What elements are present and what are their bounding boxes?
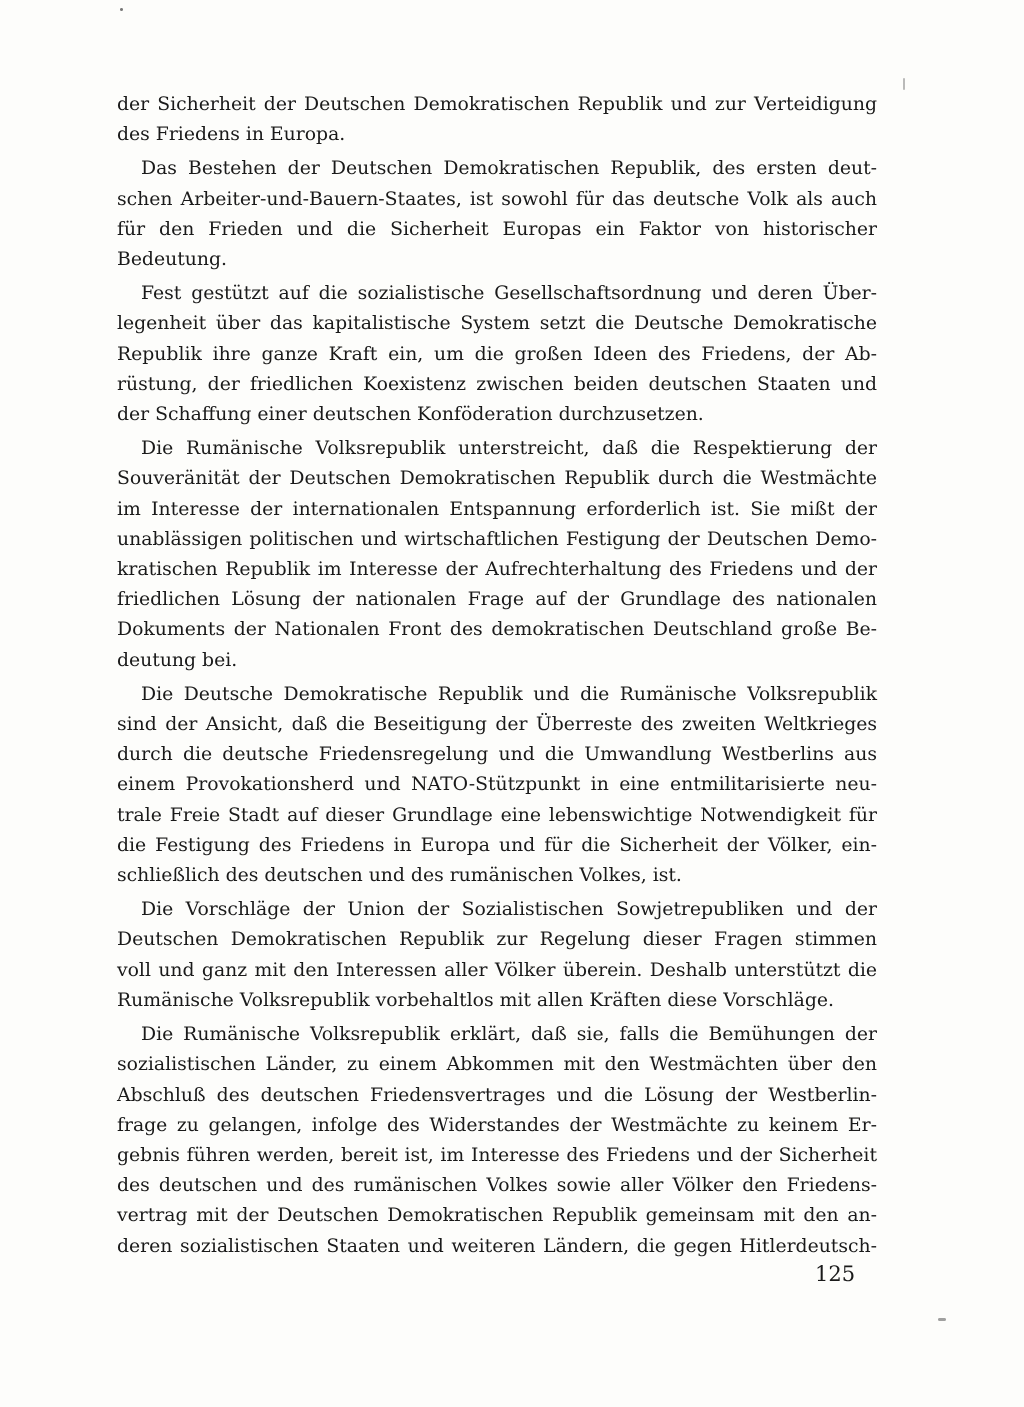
paragraph bbox=[117, 434, 877, 676]
text-line: unablässigen politischen und wirtschaftlichen Festigung der Deutschen Demo- bbox=[117, 528, 877, 550]
text-line: rüstung, der friedlichen Koexistenz zwischen beiden deutschen Staaten und bbox=[117, 373, 877, 395]
text-line: die Festigung des Friedens in Europa und für die Sicherheit der Völker, ein- bbox=[117, 834, 877, 856]
paragraph bbox=[117, 895, 877, 1016]
text-line: für den Frieden und die Sicherheit Europas ein Faktor von historischer bbox=[117, 218, 877, 240]
text-line: trale Freie Stadt auf dieser Grundlage eine lebenswichtige Notwendigkeit für bbox=[117, 804, 877, 826]
text-line: Die Deutsche Demokratische Republik und die Rumänische Volksrepublik bbox=[141, 683, 877, 705]
page-number: 125 bbox=[815, 1262, 856, 1286]
text-line: frage zu gelangen, infolge des Widerstandes der Westmächte zu keinem Er- bbox=[117, 1114, 877, 1136]
scan-speck bbox=[903, 78, 905, 90]
text-line: gebnis führen werden, bereit ist, im Interesse des Friedens und der Sicherheit bbox=[117, 1144, 877, 1166]
text-line: Rumänische Volksrepublik vorbehaltlos mit allen Kräften diese Vorschläge. bbox=[117, 989, 835, 1011]
scan-speck bbox=[938, 1318, 946, 1321]
text-line: Souveränität der Deutschen Demokratischen Republik durch die Westmächte bbox=[117, 468, 877, 490]
text-line: sozialistischen Länder, zu einem Abkommen mit den Westmächten über den bbox=[117, 1054, 877, 1076]
paragraph bbox=[117, 154, 877, 275]
scan-speck bbox=[120, 8, 123, 11]
paragraph bbox=[117, 279, 877, 430]
text-line: sind der Ansicht, daß die Beseitigung der Überreste des zweiten Weltkrieges bbox=[117, 714, 877, 736]
text-line: schen Arbeiter-und-Bauern-Staates, ist sowohl für das deutsche Volk als auch bbox=[117, 188, 877, 210]
text-line: der Sicherheit der Deutschen Demokratischen Republik und zur Verteidigung bbox=[117, 94, 877, 115]
text-line: legenheit über das kapitalistische System setzt die Deutsche Demokratische bbox=[117, 313, 877, 335]
text-line: kratischen Republik im Interesse der Aufrechterhaltung des Friedens und der bbox=[117, 559, 877, 581]
text-line: Abschluß des deutschen Friedensvertrages und die Lösung der Westberlin- bbox=[117, 1084, 877, 1106]
paragraph bbox=[117, 90, 877, 150]
paragraph bbox=[117, 1020, 877, 1262]
text-line: des deutschen und des rumänischen Volkes sowie aller Völker den Friedens- bbox=[117, 1175, 877, 1197]
text-line: Bedeutung. bbox=[117, 249, 227, 271]
paragraph bbox=[117, 680, 877, 891]
body-text bbox=[117, 90, 877, 1266]
text-line: Deutschen Demokratischen Republik zur Regelung dieser Fragen stimmen bbox=[117, 929, 877, 951]
text-line: der Schaffung einer deutschen Konföderation durchzusetzen. bbox=[117, 404, 704, 426]
text-line: Fest gestützt auf die sozialistische Gesellschaftsordnung und deren Über- bbox=[141, 283, 877, 305]
text-line: Die Rumänische Volksrepublik unterstreicht, daß die Respektierung der bbox=[141, 438, 877, 460]
text-line: deren sozialistischen Staaten und weiteren Ländern, die gegen Hitlerdeutsch- bbox=[117, 1235, 877, 1257]
text-line: des Friedens in Europa. bbox=[117, 124, 346, 146]
text-line: Die Rumänische Volksrepublik erklärt, daß sie, falls die Bemühungen der bbox=[141, 1024, 877, 1046]
text-line: einem Provokationsherd und NATO-Stützpunkt in eine entmilitarisierte neu- bbox=[117, 774, 877, 796]
text-line: Republik ihre ganze Kraft ein, um die großen Ideen des Friedens, der Ab- bbox=[117, 343, 877, 365]
text-line: Die Vorschläge der Union der Sozialistischen Sowjetrepubliken und der bbox=[141, 899, 877, 921]
text-line: Dokuments der Nationalen Front des demokratischen Deutschland große Be- bbox=[117, 619, 877, 641]
text-line: durch die deutsche Friedensregelung und die Umwandlung Westberlins aus bbox=[117, 744, 877, 766]
text-line: schließlich des deutschen und des rumänischen Volkes, ist. bbox=[117, 865, 682, 887]
text-line: deutung bei. bbox=[117, 649, 238, 671]
text-line: friedlichen Lösung der nationalen Frage auf der Grundlage des nationalen bbox=[117, 589, 877, 611]
text-line: voll und ganz mit den Interessen aller Völker überein. Deshalb unterstützt die bbox=[117, 959, 877, 981]
text-line: Das Bestehen der Deutschen Demokratischen Republik, des ersten deut- bbox=[141, 158, 877, 180]
text-line: vertrag mit der Deutschen Demokratischen Republik gemeinsam mit den an- bbox=[117, 1205, 877, 1227]
text-line: im Interesse der internationalen Entspannung erforderlich ist. Sie mißt der bbox=[117, 498, 877, 520]
